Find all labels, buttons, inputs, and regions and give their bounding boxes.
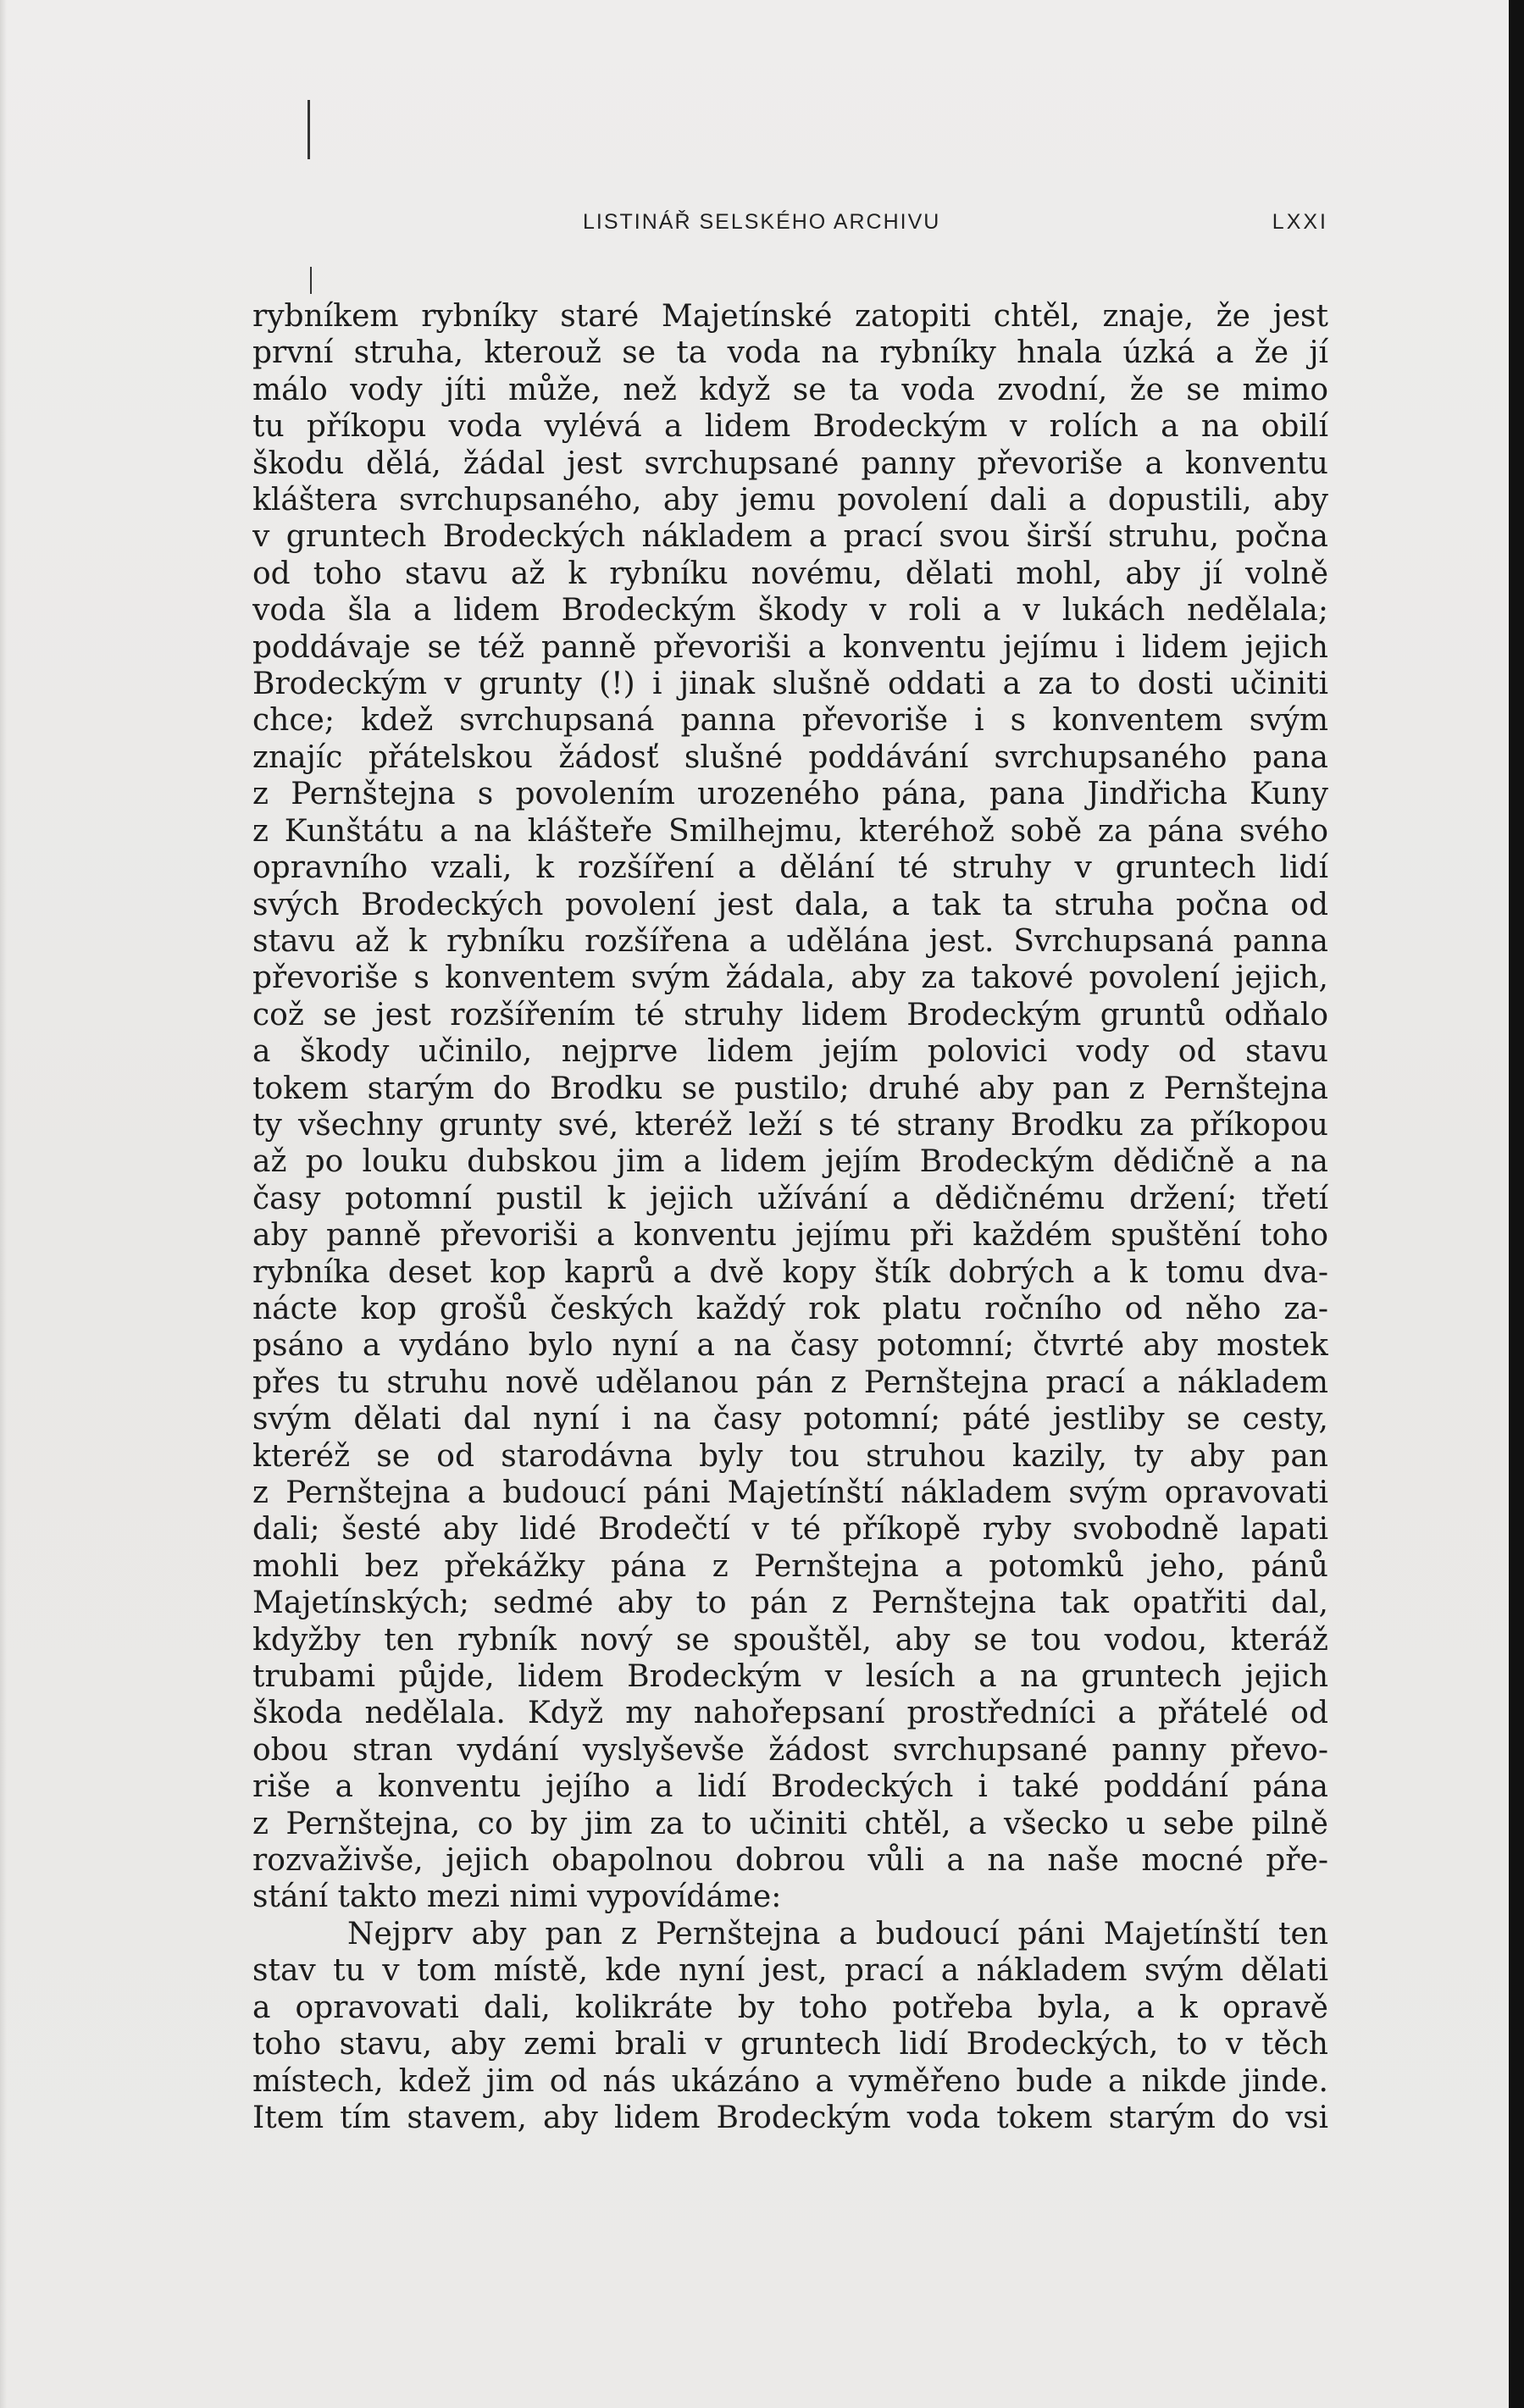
text-line: kteréž se od starodávna byly tou struhou kazily, ty aby pan [252, 1438, 1328, 1474]
margin-mark-2 [310, 267, 312, 294]
text-line: svým dělati dal nyní i na časy potomní; páté jestliby se cesty, [252, 1402, 1328, 1437]
text-line: škodu dělá, žádal jest svrchupsané panny převoriše a konventu [252, 446, 1328, 481]
text-line: z Kunštátu a na klášteře Smilhejmu, kteréhož sobě za pána svého [252, 813, 1328, 849]
text-line: Item tím stavem, aby lidem Brodeckým voda tokem starým do vsi [252, 2100, 1328, 2135]
margin-mark [308, 100, 310, 159]
text-line: od toho stavu až k rybníku novému, dělati mohl, aby jí volně [252, 556, 1328, 591]
text-line: poddávaje se též panně převoriši a konventu jejímu i lidem jejich [252, 629, 1328, 665]
text-line: stav tu v tom místě, kde nyní jest, prací a nákladem svým dělati [252, 1953, 1328, 1989]
text-line: z Pernštejna a budoucí páni Majetínští nákladem svým opravovati [252, 1475, 1328, 1510]
text-line: rybníka deset kop kaprů a dvě kopy štík dobrých a k tomu dva- [252, 1254, 1328, 1290]
text-line: což se jest rozšířením té struhy lidem Brodeckým gruntů odňalo [252, 997, 1328, 1032]
text-line: Majetínských; sedmé aby to pán z Pernštejna tak opatřiti dal, [252, 1586, 1328, 1621]
text-line: kláštera svrchupsaného, aby jemu povolení dali a dopustili, aby [252, 483, 1328, 518]
running-header [252, 203, 1328, 241]
text-line: toho stavu, aby zemi brali v gruntech lidí Brodeckých, to v těch [252, 2027, 1328, 2062]
text-line: obou stran vydání vyslyševše žádost svrchupsané panny převo- [252, 1732, 1328, 1768]
text-line: škoda nedělala. Když my nahořepsaní prostředníci a přátelé od [252, 1696, 1328, 1731]
text-line: převoriše s konventem svým žádala, aby za takové povolení jejich, [252, 960, 1328, 996]
text-line: aby panně převoriši a konventu jejímu při každém spuštění toho [252, 1218, 1328, 1254]
text-line: tu příkopu voda vylévá a lidem Brodeckým v rolích a na obilí [252, 409, 1328, 445]
text-line: znajíc přátelskou žádosť slušné poddávání svrchupsaného pana [252, 739, 1328, 775]
text-line: z Pernštejna s povolením urozeného pána, pana Jindřicha Kuny [252, 777, 1328, 812]
page-left-shadow [0, 0, 7, 2408]
page-right-edge [1509, 0, 1524, 2408]
text-line: místech, kdež jim od nás ukázáno a vyměřeno bude a nikde jinde. [252, 2063, 1328, 2099]
text-line: stání takto mezi nimi vypovídáme: [252, 1879, 782, 1915]
text-line: rybníkem rybníky staré Majetínské zatopiti chtěl, znaje, že jest [252, 299, 1328, 334]
text-line: chce; kdež svrchupsaná panna převoriše i s konventem svým [252, 703, 1328, 739]
header-title: LISTINÁŘ SELSKÉHO ARCHIVU [583, 210, 941, 234]
text-line: riše a konventu jejího a lidí Brodeckých i také poddání pána [252, 1769, 1328, 1805]
text-line: stavu až k rybníku rozšířena a udělána jest. Svrchupsaná panna [252, 923, 1328, 959]
text-line: svých Brodeckých povolení jest dala, a tak ta struha počna od [252, 887, 1328, 922]
text-line: a opravovati dali, kolikráte by toho potřeba byla, a k opravě [252, 1990, 1328, 2025]
text-line: Nejprv aby pan z Pernštejna a budoucí páni Majetínští ten [347, 1916, 1328, 1951]
text-line: voda šla a lidem Brodeckým škody v roli a v lukách nedělala; [252, 593, 1328, 628]
text-line: kdyžby ten rybník nový se spouštěl, aby se tou vodou, kteráž [252, 1622, 1328, 1658]
text-line: přes tu struhu nově udělanou pán z Pernštejna prací a nákladem [252, 1365, 1328, 1400]
text-line: až po louku dubskou jim a lidem jejím Brodeckým dědičně a na [252, 1144, 1328, 1180]
text-line: opravního vzali, k rozšíření a dělání té struhy v gruntech lidí [252, 850, 1328, 886]
text-line: trubami půjde, lidem Brodeckým v lesích a na gruntech jejich [252, 1659, 1328, 1695]
text-line: v gruntech Brodeckých nákladem a prací svou širší struhu, počna [252, 519, 1328, 555]
text-line: dali; šesté aby lidé Brodečtí v té příkopě ryby svobodně lapati [252, 1512, 1328, 1547]
text-line: tokem starým do Brodku se pustilo; druhé aby pan z Pernštejna [252, 1071, 1328, 1106]
text-line: a škody učinilo, nejprve lidem jejím polovici vody od stavu [252, 1034, 1328, 1070]
text-line: málo vody jíti může, než když se ta voda zvodní, že se mimo [252, 372, 1328, 407]
text-line: první struha, kterouž se ta voda na rybníky hnala úzká a že jí [252, 335, 1328, 371]
body-text [252, 298, 1328, 2136]
text-line: časy potomní pustil k jejich užívání a dědičnému držení; třetí [252, 1181, 1328, 1216]
text-line: mohli bez překážky pána z Pernštejna a potomků jeho, pánů [252, 1548, 1328, 1584]
text-line: psáno a vydáno bylo nyní a na časy potomní; čtvrté aby mostek [252, 1328, 1328, 1364]
text-line: nácte kop grošů českých každý rok platu ročního od něho za- [252, 1291, 1328, 1326]
page-number: LXXI [1272, 210, 1328, 234]
text-line: Brodeckým v grunty (!) i jinak slušně oddati a za to dosti učiniti [252, 667, 1328, 702]
text-line: ty všechny grunty své, kteréž leží s té strany Brodku za příkopou [252, 1107, 1328, 1143]
text-line: z Pernštejna, co by jim za to učiniti chtěl, a všecko u sebe pilně [252, 1806, 1328, 1841]
text-line: rozvaživše, jejich obapolnou dobrou vůli a na naše mocné pře- [252, 1843, 1328, 1879]
